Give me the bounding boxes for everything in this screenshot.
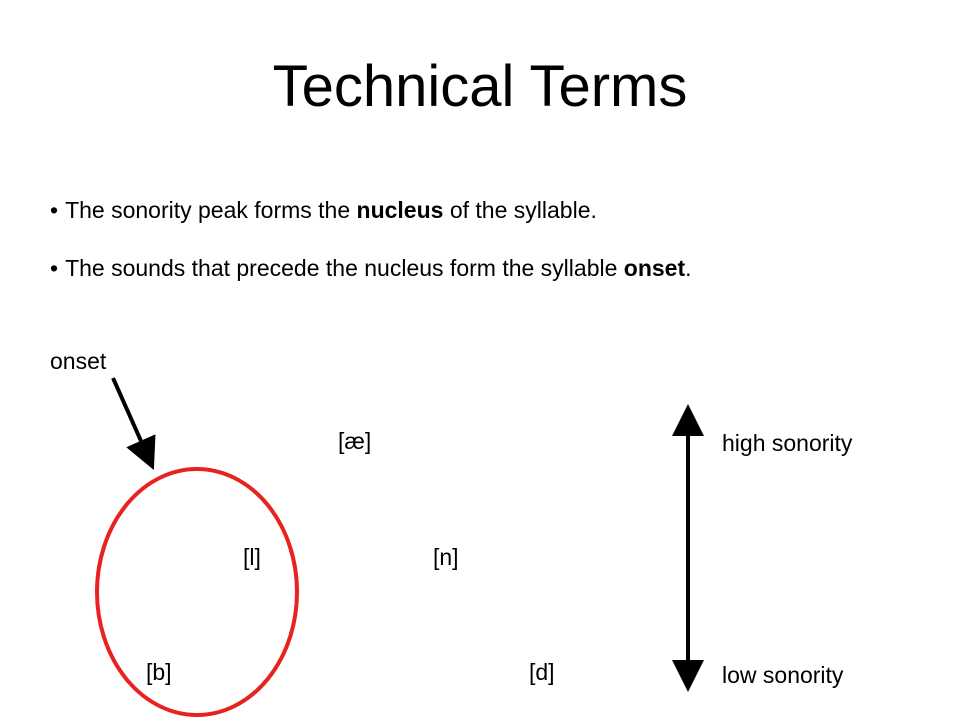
term-nucleus: nucleus	[356, 197, 444, 223]
high-sonority-label: high sonority	[722, 430, 853, 456]
onset-circle	[97, 469, 297, 715]
bullet-symbol: •	[50, 255, 59, 281]
bullet-text-before: The sounds that precede the nucleus form the syllable	[65, 255, 624, 281]
bullet-text-before: The sonority peak forms the	[65, 197, 357, 223]
slide-title: Technical Terms	[272, 54, 688, 119]
sound-d: [d]	[529, 659, 555, 685]
sound-l: [l]	[243, 544, 261, 570]
low-sonority-label: low sonority	[722, 662, 844, 688]
onset-pointer-arrow	[113, 378, 149, 459]
bullet-symbol: •	[50, 197, 59, 223]
sound-ae: [æ]	[338, 428, 372, 454]
bullet-text-after: of the syllable.	[443, 197, 597, 223]
term-onset: onset	[623, 255, 686, 281]
onset-label: onset	[50, 348, 107, 374]
bullet-text-after: .	[685, 255, 692, 281]
sound-n: [n]	[433, 544, 459, 570]
sound-b: [b]	[146, 659, 172, 685]
